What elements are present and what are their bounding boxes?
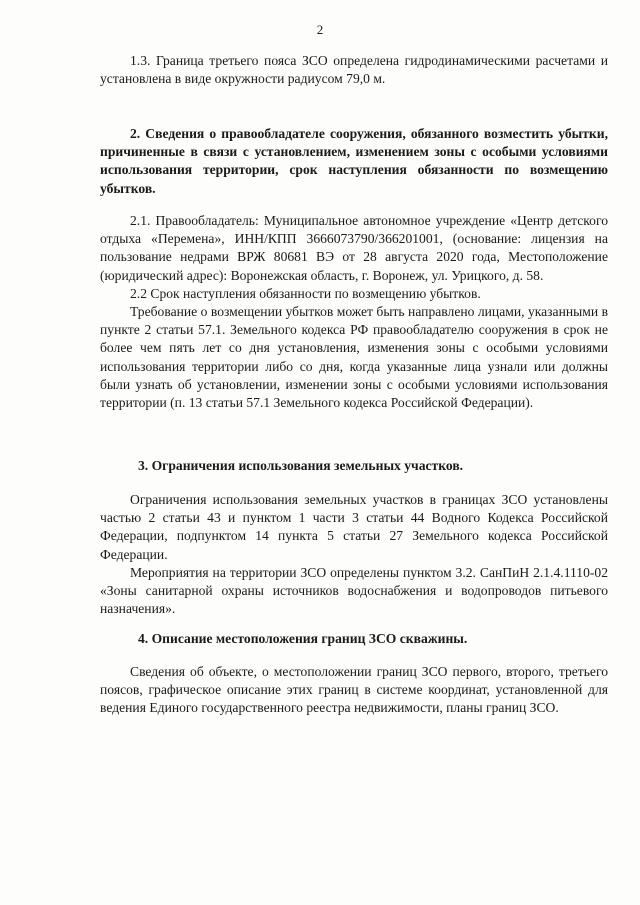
paragraph-2-1: 2.1. Правообладатель: Муниципальное автономное учреждение «Центр детского отдыха «Перемена», ИНН/КПП 3666073790/366201001, (основание: лицензия на пользование недрами ВРЖ 80681 ВЭ от 28 августа 2020 года, Местоположение (юридический адрес): Воронежская область, г. Воронеж, ул. Урицкого, д. 58. — [100, 213, 608, 283]
paragraph-info: Сведения об объекте, о местоположении границ ЗСО первого, второго, третьего поясов, графическое описание этих границ в системе координат, установленной для ведения Единого государственного реестра недвижимости, планы границ ЗСО. — [100, 664, 608, 716]
section-2-text — [100, 212, 608, 412]
section-4-heading: 4. Описание местоположения границ ЗСО скважины. — [138, 631, 468, 646]
section-2-heading: 2. Сведения о правообладателе сооружения, обязанного возместить убытки, причиненные в связи с установлением, изменением зоны с особыми условиями использования территории, срок наступления обязанности по возмещению убытков. — [100, 126, 608, 196]
paragraph-1-3: 1.3. Граница третьего пояса ЗСО определена гидродинамическими расчетами и установлена в виде окружности радиусом 79,0 м. — [100, 53, 608, 87]
paragraph-2-2: 2.2 Срок наступления обязанности по возмещению убытков. — [130, 285, 481, 301]
paragraph-measures: Мероприятия на территории ЗСО определены пунктом 3.2. СанПиН 2.1.4.1110-02 «Зоны санитарной охраны источников водоснабжения и водопроводов питьевого назначения». — [100, 564, 608, 617]
section-4-text — [100, 663, 608, 718]
section-3-text — [100, 491, 608, 618]
section-1-text — [100, 52, 608, 88]
paragraph-restrictions: Ограничения использования земельных участков в границах ЗСО установлены частью 2 статьи 43 и пунктом 1 части 3 статьи 44 Водного Кодекса Российской Федерации, подпунктом 14 пункта 5 статьи 27 Земельного кодекса Российской Федерации. — [100, 492, 608, 562]
paragraph-requirement: Требование о возмещении убытков может быть направлено лицами, указанными в пункте 2 статьи 57.1. Земельного кодекса РФ правообладателю сооружения в срок не более чем пять лет со дня установления, изменения зоны с особыми условиями использования территории либо со дня, когда указанные лица узнали или должны были узнать об установлении, изменении зоны с особыми условиями использования территории (п. 13 статьи 57.1 Земельного кодекса Российской Федерации). — [100, 304, 608, 411]
section-3-heading: 3. Ограничения использования земельных участков. — [138, 458, 464, 473]
page-number: 2 — [316, 22, 324, 37]
